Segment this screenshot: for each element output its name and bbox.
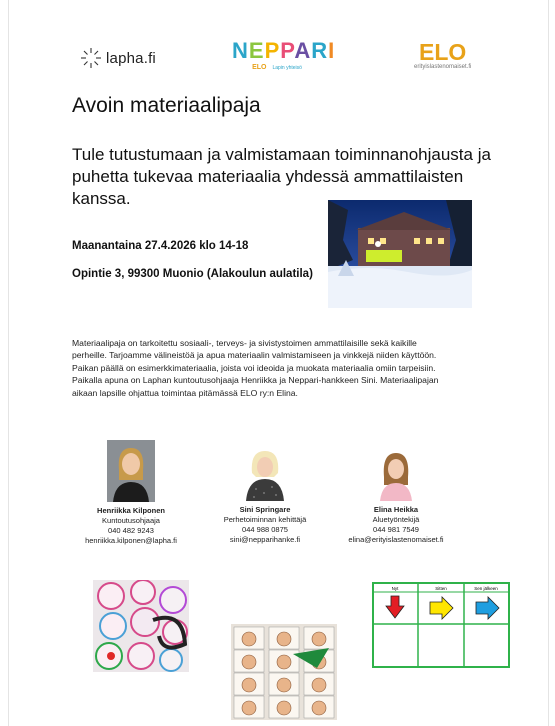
emotion-face-icon bbox=[277, 701, 291, 715]
neppari-letter: P bbox=[264, 38, 281, 63]
portrait-sini bbox=[242, 447, 288, 501]
lapha-logo bbox=[80, 47, 156, 69]
neppari-partner-lapin: Lapin yhteisö bbox=[272, 64, 302, 71]
schedule-header-then: Sitten bbox=[435, 586, 447, 591]
description-paragraph bbox=[72, 337, 482, 399]
contact-role: Aluetyöntekijä bbox=[372, 515, 420, 524]
page-title: Avoin materiaalipaja bbox=[72, 94, 261, 117]
description-line: Paikalla apuna on Laphan kuntoutusohjaaja Henriikka ja Neppari-hankkeen Sini. Materiaalipajan bbox=[72, 375, 439, 386]
neppari-letter: R bbox=[311, 38, 329, 63]
emotion-face-icon bbox=[242, 701, 256, 715]
elo-logo bbox=[414, 40, 471, 70]
description-line: perheille. Tarjoamme välineistöä ja apua materiaalin valmistamiseen ja vinkkejä niiden käyttöön. bbox=[72, 350, 437, 361]
neppari-wordmark bbox=[232, 38, 336, 63]
contact-henriikka bbox=[62, 440, 200, 546]
event-place: Opintie 3, 99300 Muonio (Alakoulun aulatila) bbox=[72, 268, 313, 280]
contact-role: Kuntoutusohjaaja bbox=[102, 516, 160, 525]
neppari-letter: P bbox=[280, 38, 295, 63]
lead-text: Tule tutustumaan ja valmistamaan toiminnanohjausta ja puhetta tukevaa materiaalia yhdessä ammattilaisten kanssa. bbox=[72, 145, 491, 208]
elo-wordmark: ELO bbox=[419, 39, 467, 65]
contact-email[interactable]: elina@erityislastenomaiset.fi bbox=[348, 535, 444, 544]
neppari-letter: A bbox=[294, 38, 312, 63]
neppari-partners bbox=[232, 64, 322, 71]
elo-website: erityislastenomaiset.fi bbox=[414, 64, 472, 70]
contact-name: Henriikka Kilponen bbox=[97, 506, 165, 515]
neppari-letter: I bbox=[328, 38, 336, 63]
school-building-photo bbox=[328, 200, 472, 308]
schedule-header-now: Nyt bbox=[391, 586, 399, 591]
neppari-letter: E bbox=[248, 38, 265, 63]
contact-name: Elina Heikka bbox=[373, 505, 419, 514]
contact-role: Perhetoiminnan kehittäjä bbox=[223, 515, 307, 524]
contact-email[interactable]: sini@nepparihanke.fi bbox=[229, 535, 301, 544]
contact-name: Sini Springare bbox=[239, 505, 291, 514]
emotion-face-icon bbox=[277, 678, 291, 692]
emotion-face-icon bbox=[242, 632, 256, 646]
contact-elina bbox=[334, 447, 458, 545]
description-line: Materiaalipaja on tarkoitettu sosiaali-, terveys- ja sivistystoimen ammattilaisille sekä kaikille bbox=[72, 338, 417, 348]
contact-email[interactable]: henriikka.kilponen@lapha.fi bbox=[85, 536, 177, 545]
lapha-logo-text: lapha.fi bbox=[106, 49, 156, 67]
emotion-face-icon bbox=[277, 632, 291, 646]
emotion-face-icon bbox=[242, 655, 256, 669]
neppari-letter: N bbox=[232, 38, 249, 63]
schedule-board bbox=[372, 582, 510, 668]
schedule-header-after: Sen jälkeen bbox=[474, 586, 498, 591]
neppari-partner-elo: ELO bbox=[252, 64, 267, 71]
event-date: Maanantaina 27.4.2026 klo 14-18 bbox=[72, 240, 249, 252]
description-line: Paikan päällä on esimerkkimateriaalia, joista voi ideoida ja muokata materiaalia omiin tarpeisiin. bbox=[72, 362, 436, 373]
emotion-face-icon bbox=[312, 678, 326, 692]
emotion-face-icon bbox=[242, 678, 256, 692]
contact-phone: 040 482 9243 bbox=[108, 526, 154, 535]
material-circles-photo bbox=[93, 580, 189, 672]
contact-phone: 044 988 0875 bbox=[242, 525, 288, 534]
lapha-sun-icon bbox=[80, 47, 102, 69]
description-line: aikaan lapsille ohjattua toimintaa pitämässä ELO ry:n Elina. bbox=[72, 387, 298, 398]
emotion-face-icon bbox=[312, 632, 326, 646]
emotion-face-icon bbox=[312, 701, 326, 715]
contact-sini bbox=[200, 447, 330, 545]
contact-phone: 044 981 7549 bbox=[373, 525, 419, 534]
portrait-henriikka bbox=[107, 440, 155, 502]
emotion-face-icon bbox=[277, 655, 291, 669]
material-emotion-faces-board bbox=[231, 624, 337, 720]
portrait-elina bbox=[376, 447, 416, 501]
neppari-logo bbox=[232, 38, 336, 71]
